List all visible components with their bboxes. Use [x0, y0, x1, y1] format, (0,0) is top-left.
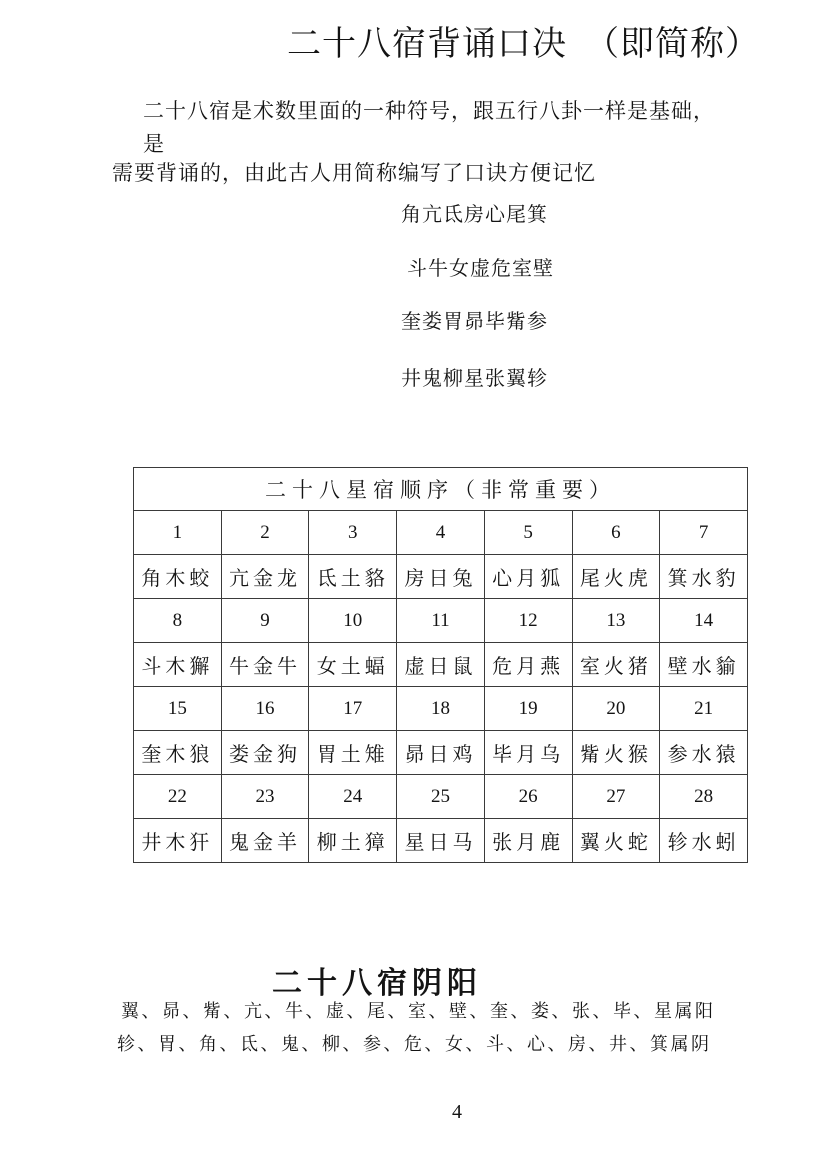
mansion-name-cell: 心月狐 [484, 555, 572, 599]
intro-paragraph-line-2: 是 [143, 132, 165, 156]
mansion-number-cell: 3 [309, 511, 397, 555]
table-name-row [134, 731, 748, 775]
yin-mansions-line: 轸、胃、角、氐、鬼、柳、参、危、女、斗、心、房、井、箕属阴 [117, 1034, 712, 1054]
mansion-number-cell: 20 [572, 687, 660, 731]
table-number-row [134, 687, 748, 731]
mansion-name-cell: 昴日鸡 [397, 731, 485, 775]
mnemonic-line-south: 井鬼柳星张翼轸 [401, 368, 548, 390]
mansion-number-cell: 8 [134, 599, 222, 643]
page-number: 4 [452, 1101, 462, 1123]
mansion-name-cell: 女土蝠 [309, 643, 397, 687]
mansion-number-cell: 13 [572, 599, 660, 643]
table-number-row [134, 775, 748, 819]
mansion-name-cell: 轸水蚓 [660, 819, 748, 863]
mansion-name-cell: 箕水豹 [660, 555, 748, 599]
yang-mansions-line: 翼、昴、觜、亢、牛、虚、尾、室、壁、奎、娄、张、毕、星属阳 [121, 1001, 716, 1021]
mansion-name-cell: 翼火蛇 [572, 819, 660, 863]
mansion-name-cell: 角木蛟 [134, 555, 222, 599]
mansion-number-cell: 19 [484, 687, 572, 731]
table-name-row [134, 819, 748, 863]
mansion-name-cell: 房日兔 [397, 555, 485, 599]
mansion-name-cell: 尾火虎 [572, 555, 660, 599]
mansion-name-cell: 室火猪 [572, 643, 660, 687]
mansion-number-cell: 22 [134, 775, 222, 819]
mansion-number-cell: 28 [660, 775, 748, 819]
mansion-name-cell: 毕月乌 [484, 731, 572, 775]
mansion-number-cell: 27 [572, 775, 660, 819]
mansion-name-cell: 觜火猴 [572, 731, 660, 775]
mansion-name-cell: 张月鹿 [484, 819, 572, 863]
mansion-number-cell: 1 [134, 511, 222, 555]
mansion-number-cell: 4 [397, 511, 485, 555]
mansion-name-cell: 亢金龙 [221, 555, 309, 599]
mansion-name-cell: 胃土雉 [309, 731, 397, 775]
mansion-name-cell: 斗木獬 [134, 643, 222, 687]
mnemonic-line-north: 斗牛女虚危室壁 [407, 258, 554, 280]
mansion-number-cell: 11 [397, 599, 485, 643]
mansion-name-cell: 星日马 [397, 819, 485, 863]
table-number-row [134, 511, 748, 555]
mansion-name-cell: 奎木狼 [134, 731, 222, 775]
yinyang-section-title: 二十八宿阴阳 [272, 967, 482, 1000]
mansion-number-cell: 15 [134, 687, 222, 731]
mansion-name-cell: 危月燕 [484, 643, 572, 687]
mansions-order-table [133, 467, 748, 863]
page-title: 二十八宿背诵口决 （即简称） [287, 26, 760, 63]
mansion-name-cell: 娄金狗 [221, 731, 309, 775]
mansion-number-cell: 7 [660, 511, 748, 555]
table-name-row [134, 555, 748, 599]
intro-paragraph-line-3: 需要背诵的，由此古人用简称编写了口诀方便记忆 [112, 161, 596, 185]
mansion-number-cell: 10 [309, 599, 397, 643]
mansion-number-cell: 9 [221, 599, 309, 643]
mnemonic-line-east: 角亢氐房心尾箕 [401, 204, 548, 226]
mansion-number-cell: 12 [484, 599, 572, 643]
table-title: 二十八星宿顺序（非常重要） [134, 468, 748, 511]
mansion-number-cell: 25 [397, 775, 485, 819]
mansion-name-cell: 虚日鼠 [397, 643, 485, 687]
mansion-number-cell: 14 [660, 599, 748, 643]
mansion-number-cell: 26 [484, 775, 572, 819]
mnemonic-line-west: 奎娄胃昴毕觜参 [401, 311, 548, 333]
mansion-name-cell: 牛金牛 [221, 643, 309, 687]
mansion-number-cell: 5 [484, 511, 572, 555]
mansion-name-cell: 壁水貐 [660, 643, 748, 687]
mansion-number-cell: 23 [221, 775, 309, 819]
mansion-name-cell: 井木犴 [134, 819, 222, 863]
mansion-number-cell: 6 [572, 511, 660, 555]
table-name-row [134, 643, 748, 687]
mansion-name-cell: 氐土貉 [309, 555, 397, 599]
mansion-number-cell: 17 [309, 687, 397, 731]
mansion-name-cell: 柳土獐 [309, 819, 397, 863]
mansion-number-cell: 2 [221, 511, 309, 555]
mansion-number-cell: 16 [221, 687, 309, 731]
mansion-number-cell: 21 [660, 687, 748, 731]
mansion-number-cell: 24 [309, 775, 397, 819]
table-title-row [134, 468, 748, 511]
intro-paragraph-line-1: 二十八宿是术数里面的一种符号，跟五行八卦一样是基础， [143, 99, 715, 123]
mansion-name-cell: 鬼金羊 [221, 819, 309, 863]
mansion-number-cell: 18 [397, 687, 485, 731]
table-number-row [134, 599, 748, 643]
mansion-name-cell: 参水猿 [660, 731, 748, 775]
